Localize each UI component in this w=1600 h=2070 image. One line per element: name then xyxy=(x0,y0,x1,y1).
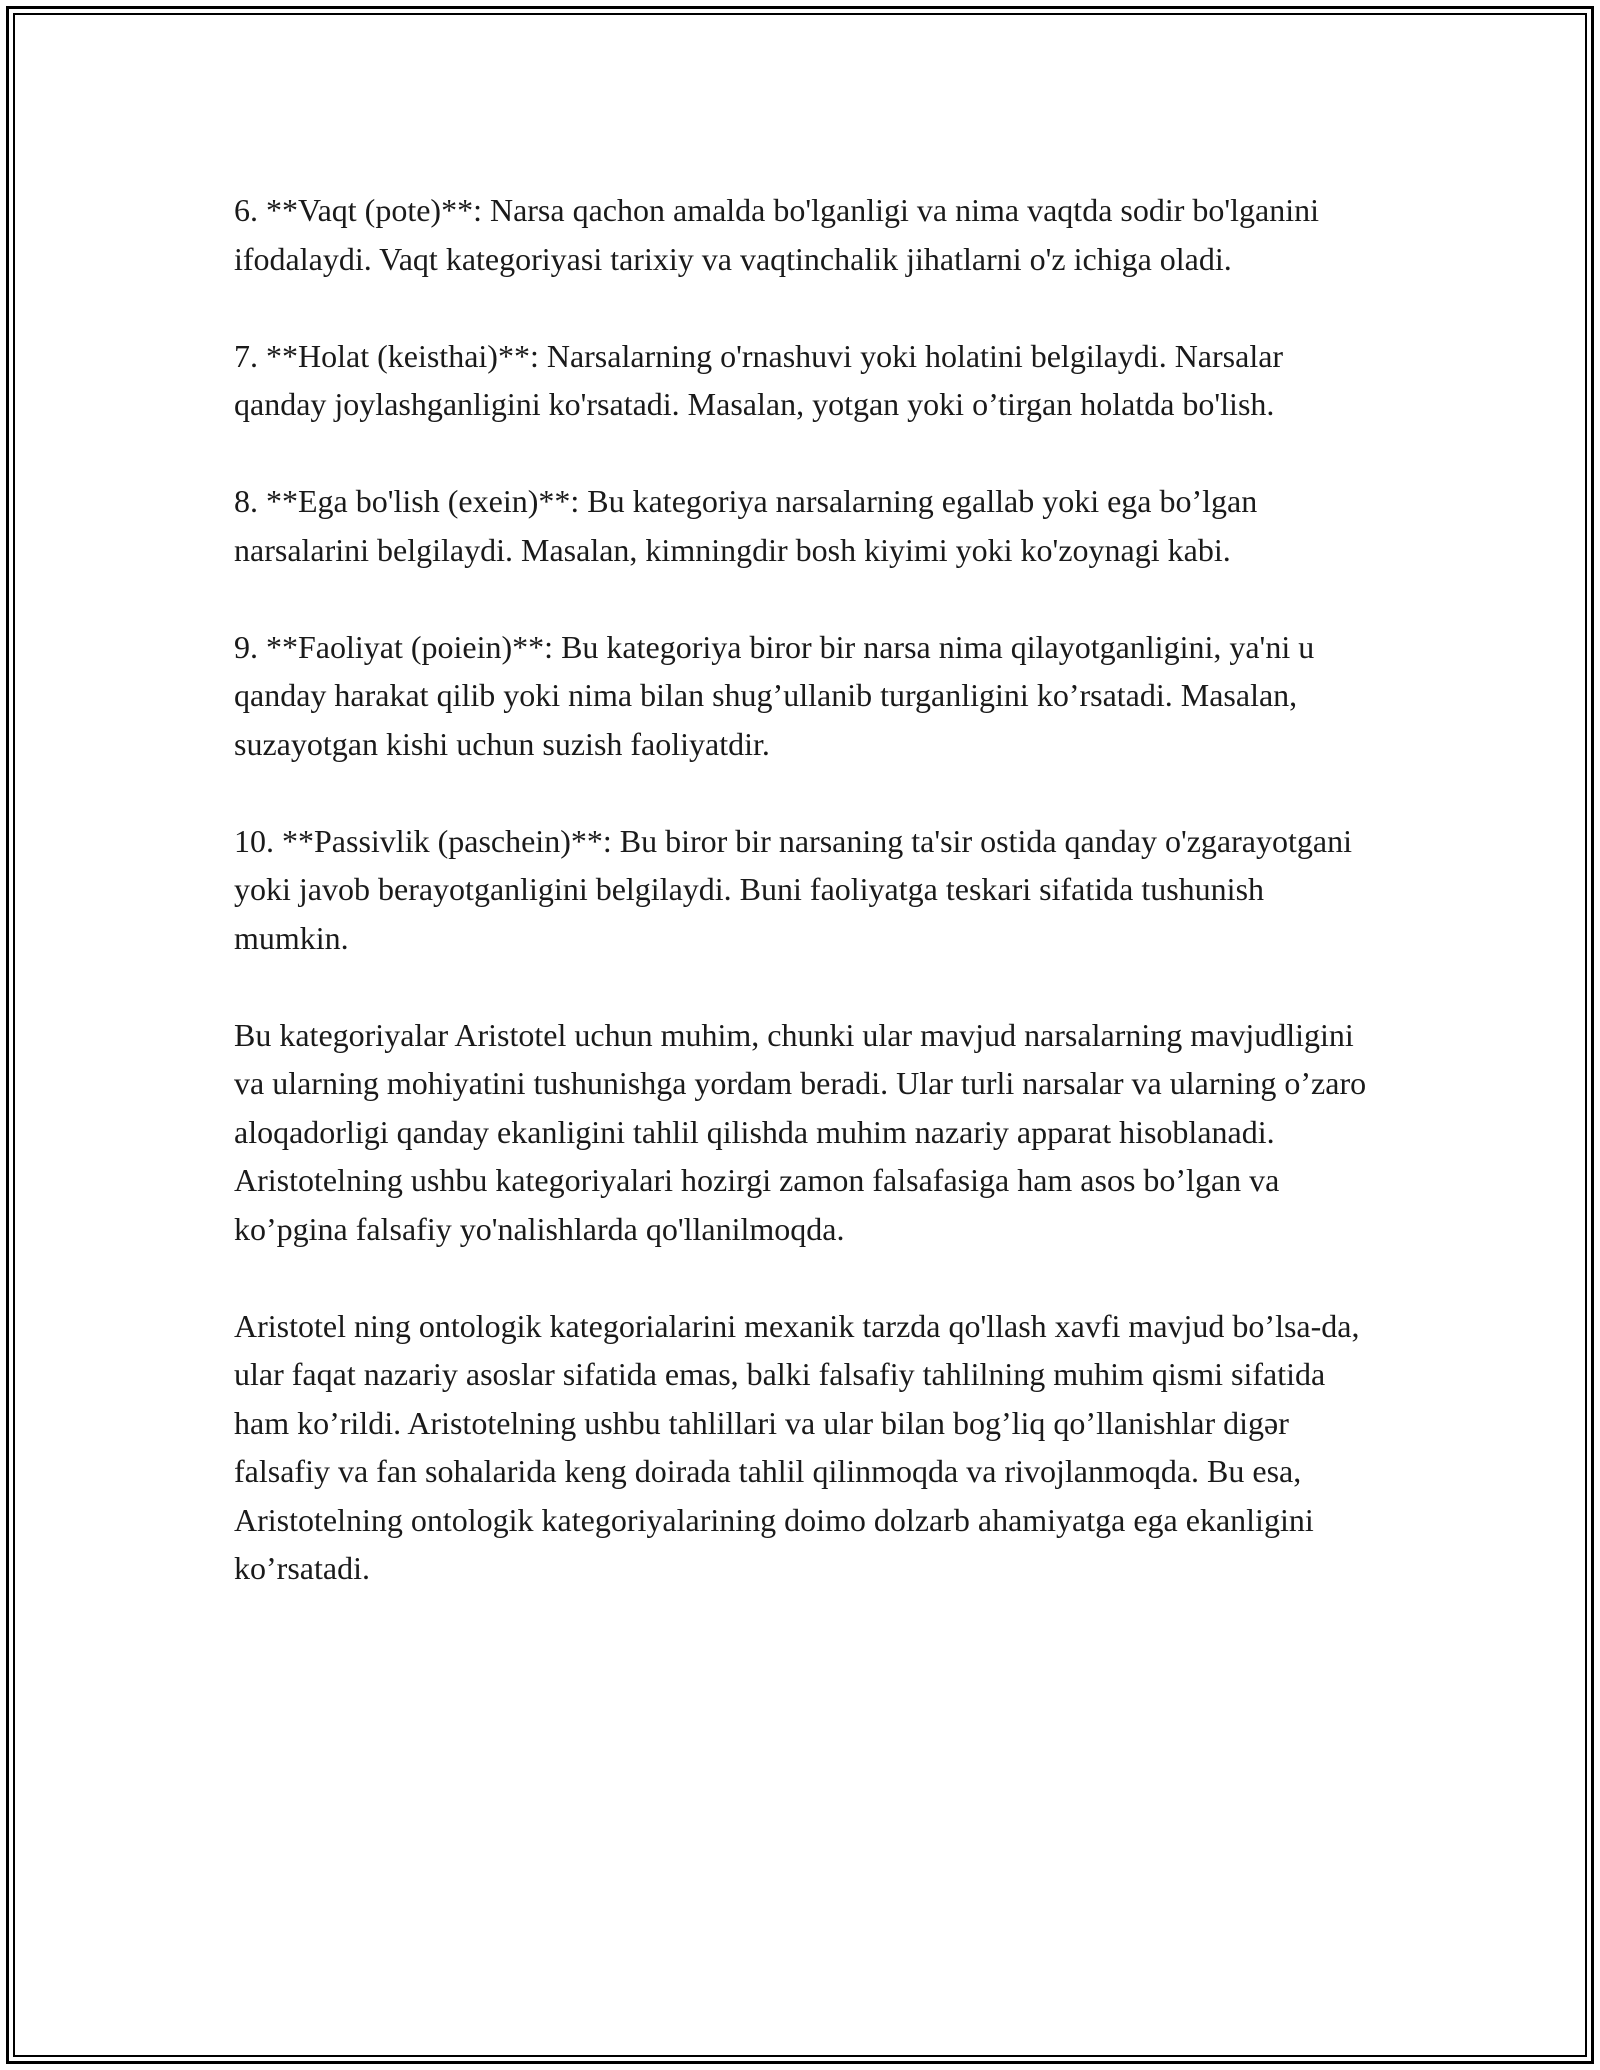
paragraph-faoliyat: 9. **Faoliyat (poiein)**: Bu kategoriya biror bir narsa nima qilayotganligini, ya'ni u qanday harakat qilib yoki nima bilan shug’ullanib turganligini ko’rsatadi. Masalan, suzayotgan kishi uchun suzish faoliyatdir. xyxy=(234,628,1315,762)
paragraph-passivlik: 10. **Passivlik (paschein)**: Bu biror bir narsaning ta'sir ostida qanday o'zgarayotgani yoki javob berayotganligini belgilaydi. Buni faoliyatga teskari sifatida tushunish mumkin. xyxy=(234,822,1352,956)
paragraph-conclusion: Aristotel ning ontologik kategorialarini mexanik tarzda qo'llash xavfi mavjud bo’lsa-da, ular faqat nazariy asoslar sifatida emas, balki falsafiy tahlilning muhim qismi sifatida ham ko’rildi. Aristotelning ushbu tahlillari va ular bilan bog’liq qo’llanishlar digər falsafiy va fan sohalarida keng doirada tahlil qilinmoqda va rivojlanmoqda. Bu esa, Aristotelning ontologik kategoriyalarining doimo dolzarb ahamiyatga ega ekanligini ko’rsatadi. xyxy=(234,1307,1360,1586)
document-body xyxy=(234,186,1374,1593)
paragraph-summary: Bu kategoriyalar Aristotel uchun muhim, chunki ular mavjud narsalarning mavjudligini va ularning mohiyatini tushunishga yordam beradi. Ular turli narsalar va ularning o’zaro aloqadorligi qanday ekanligini tahlil qilishda muhim nazariy apparat hisoblanadi. Aristotelning ushbu kategoriyalari hozirgi zamon falsafasiga ham asos bo’lgan va ko’pgina falsafiy yo'nalishlarda qo'llanilmoqda. xyxy=(234,1016,1367,1247)
paragraph-vaqt: 6. **Vaqt (pote)**: Narsa qachon amalda bo'lganligi va nima vaqtda sodir bo'lganini ifodalaydi. Vaqt kategoriyasi tarixiy va vaqtinchalik jihatlarni o'z ichiga oladi. xyxy=(234,192,1320,277)
paragraph-ega-bolish: 8. **Ega bo'lish (exein)**: Bu kategoriya narsalarning egallab yoki ega bo’lgan narsalarini belgilaydi. Masalan, kimningdir bosh kiyimi yoki ko'zoynagi kabi. xyxy=(234,483,1258,568)
paragraph-holat: 7. **Holat (keisthai)**: Narsalarning o'rnashuvi yoki holatini belgilaydi. Narsalar qanday joylashganligini ko'rsatadi. Masalan, yotgan yoki o’tirgan holatda bo'lish. xyxy=(234,337,1284,422)
